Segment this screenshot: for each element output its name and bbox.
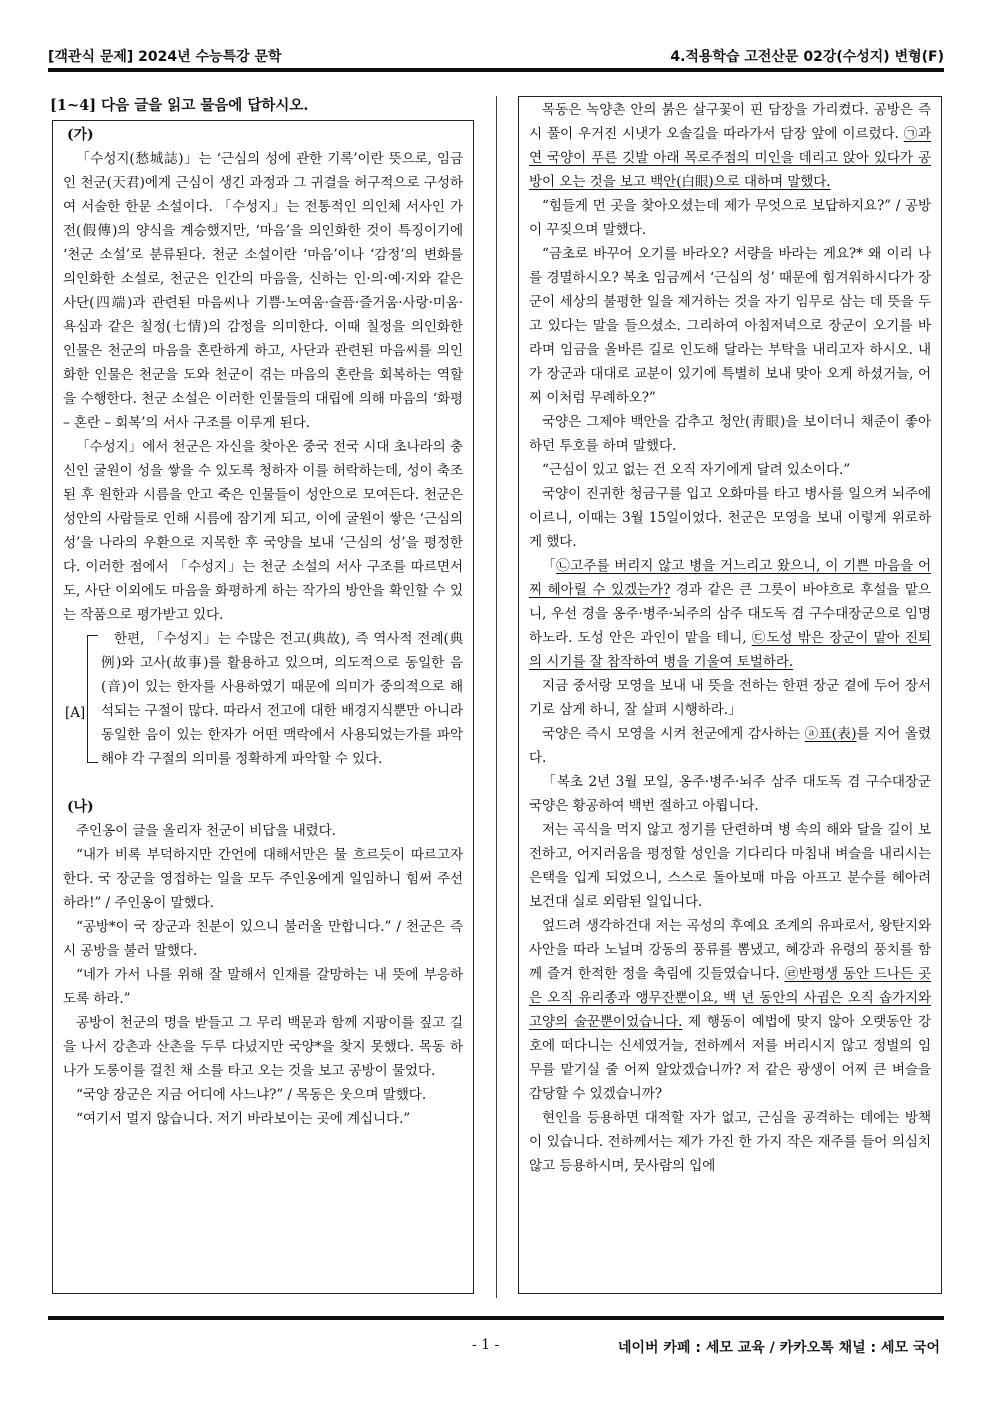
na-line: “공방*이 국 장군과 친분이 있으니 불러올 만합니다.” / 천군은 즉시 공방을 불러 말했다. bbox=[63, 919, 463, 959]
footer-rule bbox=[48, 1316, 944, 1320]
bracket-a-section bbox=[63, 627, 463, 771]
underline-mark-b: ㉡고주를 버리지 않고 병을 거느리고 왔으니, 이 기쁜 마음을 어찌 헤아릴 수 있겠는가? bbox=[529, 558, 931, 598]
footer-channel-info: 네이버 카페 : 세모 교육 / 카카오톡 채널 : 세모 국어 bbox=[617, 1340, 940, 1356]
bracket-line bbox=[87, 635, 98, 763]
right-paragraph-1: 목동은 녹양촌 안의 붉은 살구꽃이 핀 담장을 가리켰다. 공방은 즉시 풀이 우거진 시냇가 오솔길을 따라가서 담장 앞에 이르렀다. ㉠과연 국양이 푸른 깃발 아래 목로주점의 미인을 데리고 앉아 있다가 공방이 오는 것을 보고 백안(白眼)으로 대하며 말했다. bbox=[529, 102, 932, 190]
na-line: “내가 비록 부덕하지만 간언에 대해서만은 물 흐르듯이 따르고자 한다. 국 장군을 영접하는 일을 모두 주인옹에게 일임하니 힘써 주선하라!” / 주인옹이 말했다. bbox=[63, 847, 463, 911]
right-paragraph-10: 「복초 2년 3월 모일, 옹주·병주·뇌주 삼주 대도독 겸 구수대장군 국양은 황공하여 백번 절하고 아룁니다. bbox=[529, 774, 931, 814]
ga-paragraph-2: 「수성지」에서 천군은 자신을 찾아온 중국 전국 시대 초나라의 충신인 굴원이 성을 쌓을 수 있도록 청하자 이를 허락하는데, 성이 축조된 후 원한과 시름을 안고 죽은 인물들이 성안으로 모여든다. 천군은 성안의 사람들로 인해 시름에 잠기게 되고, 이에 굴원이 쌓은 ‘근심의 성’을 나라의 우환으로 지목한 후 국양을 보내 ‘근심의 성’을 평정한다. 이러한 점에서 「수성지」는 천군 소설의 서사 구조를 따르면서도, 사단 이외에도 마음을 화평하게 하는 작가의 방안을 확인할 수 있는 작품으로 평가받고 있다. bbox=[63, 439, 463, 623]
right-paragraph-3: “금초로 바꾸어 오기를 바라오? 서량을 바라는 게요?* 왜 이리 나를 경멸하시오? 복초 임금께서 ‘근심의 성’ 때문에 힘겨워하시다가 장군이 세상의 불평한 일을 제거하는 것을 자기 임무로 삼는 데 뜻을 두고 있다는 말을 들으셨소. 그리하여 아침저녁으로 장군이 오기를 바라며 임금을 올바른 길로 인도해 달라는 부탁을 내리고자 하시오. 내가 장군과 대대로 교분이 있기에 특별히 보내 맞아 오게 하셨거늘, 어찌 이처럼 무례하오?” bbox=[529, 246, 931, 406]
column-divider bbox=[496, 96, 497, 1298]
right-paragraph-8: 지금 중서랑 모영을 보내 내 뜻을 전하는 한편 장군 곁에 두어 장서기로 삼게 하니, 잘 살펴 시행하라.」 bbox=[529, 678, 931, 718]
right-paragraph-9: 국양은 즉시 모영을 시켜 천군에게 감사하는 ⓐ표(表)를 지어 올렸다. bbox=[529, 726, 931, 766]
ga-paragraph-3: 한편, 「수성지」는 수많은 전고(典故), 즉 역사적 전례(典例)와 고사(故事)를 활용하고 있으며, 의도적으로 동일한 음(音)이 있는 한자를 사용하였기 때문에 의미가 중의적으로 해석되는 구절이 많다. 따라서 전고에 대한 배경지식뿐만 아니라 동일한 음이 있는 한자가 어떤 맥락에서 사용되었는가를 파악해야 각 구절의 의미를 정확하게 파악할 수 있다. bbox=[101, 631, 463, 767]
na-line: “여기서 멀지 않습니다. 저기 바라보이는 곳에 계십니다.” bbox=[76, 1111, 411, 1127]
ga-paragraph-1: 「수성지(愁城誌)」는 ‘근심의 성에 관한 기록’이란 뜻으로, 임금인 천군(天君)에게 근심이 생긴 과정과 그 귀결을 허구적으로 구성하여 서술한 한문 소설이다. 「수성지」는 전통적인 의인체 서사인 가전(假傳)의 양식을 계승했지만, ‘마음’을 의인화한 것이 특징이기에 ‘천군 소설’로 분류된다. 천군 소설이란 ‘마음’이나 ‘감정’의 변화를 의인화한 소설로, 천군은 인간의 마음을, 신하는 인·의·예·지와 같은 사단(四端)과 관련된 마음씨나 기쁨·노여움·슬픔·즐거움·사랑·미움·욕심과 같은 칠정(七情)의 감정을 의미한다. 이때 칠정을 의인화한 인물은 천군의 마음을 혼란하게 하고, 사단과 관련된 마음씨를 의인화한 인물은 천군을 도와 천군이 겪는 마음의 혼란을 회복하는 역할을 수행한다. 천군 소설은 이러한 인물들의 대립에 의해 마음의 ‘화평 – 혼란 – 회복’의 서사 구조를 이루게 된다. bbox=[63, 151, 463, 431]
passage-box-left bbox=[52, 120, 474, 1294]
right-paragraph-5: “근심이 있고 없는 건 오직 자기에게 달려 있소이다.” bbox=[542, 462, 851, 478]
header-title-right: 4.적용학습 고전산문 02강(수성지) 변형(F) bbox=[670, 49, 944, 65]
page-number: - 1 - bbox=[472, 1337, 500, 1353]
na-line: “네가 가서 나를 위해 잘 말해서 인재를 갈망하는 내 뜻에 부응하도록 하라.” bbox=[63, 967, 463, 1007]
right-paragraph-6: 국양이 진귀한 청금구를 입고 오화마를 타고 병사를 일으켜 뇌주에 이르니, 이때는 3월 15일이었다. 천군은 모영을 보내 이렇게 위로하게 했다. bbox=[529, 486, 931, 550]
header-rule bbox=[48, 68, 944, 72]
bracket-a-label: [A] bbox=[65, 701, 85, 725]
na-line: “국양 장군은 지금 어디에 사느냐?” / 목동은 웃으며 말했다. bbox=[76, 1087, 427, 1103]
underline-mark-a: ㉠과연 국양이 푸른 깃발 아래 목로주점의 미인을 데리고 앉아 있다가 공방이 오는 것을 보고 백안(白眼)으로 대하며 말했다. bbox=[529, 126, 932, 190]
section-label-na: (나) bbox=[67, 799, 94, 815]
na-line: 공방이 천군의 명을 받들고 그 무리 백문과 함께 지팡이를 짚고 길을 나서 강촌과 산촌을 두루 다녔지만 국양*을 찾지 못했다. 목동 하나가 도롱이를 걸친 채 소를 타고 오는 것을 보고 공방이 물었다. bbox=[63, 1015, 463, 1079]
underline-mark-e: ㉣반평생 동안 드나든 곳은 오직 유리종과 앵무잔뿐이요, 백 년 동안의 사귐은 오직 솝가지와 고양의 술꾼뿐이었습니다. bbox=[529, 966, 931, 1030]
right-paragraph-13: 현인을 등용하면 대적할 자가 없고, 근심을 공격하는 데에는 방책이 있습니다. 전하께서는 제가 가진 한 가지 작은 재주를 들어 의심치 않고 등용하시며, 뭇사람의 입에 bbox=[529, 1110, 931, 1174]
right-paragraph-2: “힘들게 먼 곳을 찾아오셨는데 제가 무엇으로 보답하지요?” / 공방이 꾸짖으며 말했다. bbox=[529, 198, 931, 238]
underline-mark-c: ㉢도성 밖은 장군이 맡아 진퇴의 시기를 잘 참작하여 병을 기울여 토벌하라. bbox=[529, 630, 931, 670]
passage-box-right bbox=[518, 96, 942, 1294]
underline-mark-d: ⓐ표(表) bbox=[804, 726, 857, 742]
section-label-ga: (가) bbox=[67, 127, 94, 143]
right-paragraph-7: 「㉡고주를 버리지 않고 병을 거느리고 왔으니, 이 기쁜 마음을 어찌 헤아릴 수 있겠는가? 경과 같은 큰 그릇이 바야흐로 후설을 맡으니, 우선 경을 옹주·병주·뇌주의 삼주 대도독 겸 구수대장군으로 임명하노라. 도성 안은 과인이 맡을 테니, ㉢도성 밖은 장군이 맡아 진퇴의 시기를 잘 참작하여 병을 기울여 토벌하라. bbox=[529, 558, 931, 670]
header-title-left: [객관식 문제] 2024년 수능특강 문학 bbox=[48, 49, 282, 65]
right-paragraph-11: 저는 곡식을 먹지 않고 정기를 단련하며 병 속의 해와 달을 길이 보전하고, 어지러움을 평정할 성인을 기다리다 마침내 벼슬을 내리시는 은택을 입게 되었으니, 스스로 돌아보매 마음 아프고 분수를 헤아려 보건대 실로 외람된 일입니다. bbox=[529, 822, 931, 910]
right-paragraph-4: 국양은 그제야 백안을 감추고 청안(靑眼)을 보이더니 채준이 좋아하던 투호를 하며 말했다. bbox=[529, 414, 931, 454]
right-paragraph-12: 엎드려 생각하건대 저는 곡성의 후예요 조계의 유파로서, 왕탄지와 사안을 따라 노닐며 강동의 풍류를 뽐냈고, 혜강과 유령의 풍치를 함께 즐겨 한적한 정을 축림에 깃들였습니다. ㉣반평생 동안 드나든 곳은 오직 유리종과 앵무잔뿐이요, 백 년 동안의 사귐은 오직 솝가지와 고양의 술꾼뿐이었습니다. 제 행동이 예법에 맞지 않아 오랫동안 강호에 떠다니는 신세였거늘, 전하께서 저를 버리시지 않고 정벌의 임무를 맡기실 줄 어찌 알았겠습니까? 저 같은 광생이 어찌 큰 벼슬을 감당할 수 있겠습니까? bbox=[529, 918, 931, 1102]
na-line: 주인옹이 글을 올리자 천군이 비답을 내렸다. bbox=[76, 823, 336, 839]
question-instruction: [1~4] 다음 글을 읽고 물음에 답하시오. bbox=[50, 97, 309, 114]
